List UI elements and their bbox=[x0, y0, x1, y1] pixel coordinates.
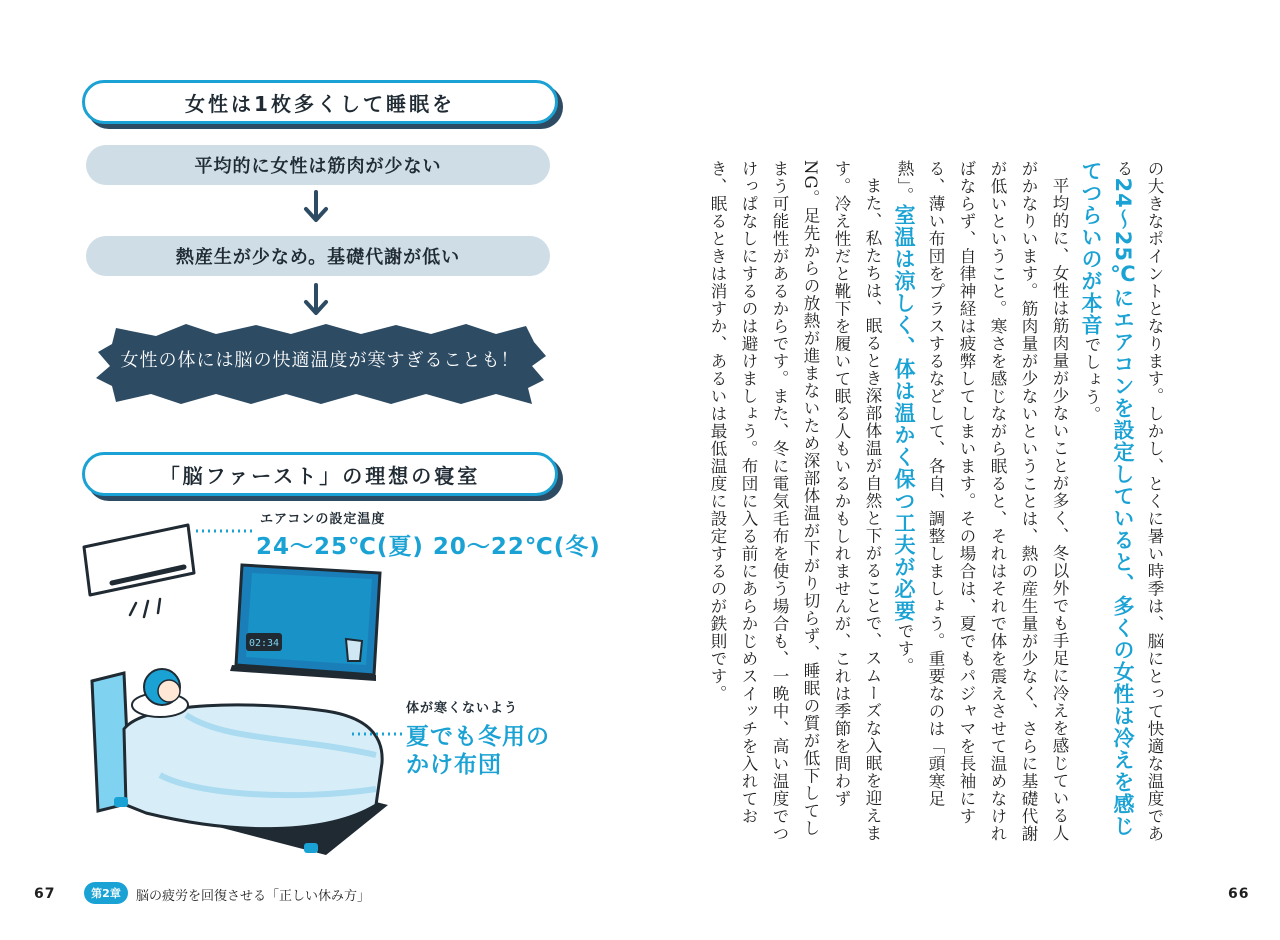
flow-step-metabolism: 熱産生が少なめ。基礎代謝が低い bbox=[86, 236, 550, 276]
blanket-text-line1: 夏でも冬用の bbox=[406, 724, 550, 750]
page-number-left: 67 bbox=[34, 886, 56, 902]
clock-digits: 02:34 bbox=[248, 638, 280, 649]
aircon-temperatures: 24〜25℃(夏) 20〜22℃(冬) bbox=[256, 534, 601, 560]
blanket-text-line2: かけ布団 bbox=[406, 752, 502, 778]
flow-step-muscle: 平均的に女性は筋肉が少ない bbox=[86, 145, 550, 185]
body-text bbox=[650, 160, 1170, 850]
clock-icon bbox=[246, 633, 282, 651]
blanket-label: 体が寒くないよう bbox=[406, 701, 519, 716]
highlight-text: 室温は涼しく、体は温かく保つ工夫が必要 bbox=[892, 204, 916, 623]
paragraph-1: の大きなポイントとなります。しかし、とくに暑い時季は、脳にとって快適な温度である24〜25℃にエアコンを設定していると、多くの女性は冷えを感じてつらいのが本音でしょう。 bbox=[1079, 160, 1164, 843]
burst-message: 女性の体には脳の快適温度が寒すぎることも！ bbox=[120, 350, 520, 371]
dotted-leader-line bbox=[196, 528, 256, 534]
down-arrow-icon bbox=[302, 190, 330, 224]
down-arrow-icon bbox=[302, 283, 330, 317]
paragraph-2: 平均的に、女性は筋肉量が少ないことが多く、冬以外でも手足に冷えを感じている人がかなりいます。筋肉量が少ないということは、熱の産生量が少なく、さらに基礎代謝が低いということ。寒さを感じながら眠ると、それはそれで体を震えさせて温めなければならず、自律神経は疲弊してしまいます。その場合は、夏でもパジャマを長袖にする、薄い布団をプラスするなどして、各自、調整しましょう。重要なのは「頭寒足熱」。室温は涼しく、体は温かく保つ工夫が必要です。 bbox=[892, 160, 1069, 843]
section-title-sleep: 女性は1枚多くして睡眠を bbox=[82, 80, 558, 124]
air-conditioner-icon bbox=[84, 525, 194, 617]
paragraph-3: また、私たちは、眠るとき深部体温が自然と下がることで、スムーズな入眠を迎えます。冷え性だと靴下を履いて眠る人もいるかもしれませんが、これは季節を問わずNG。足先からの放熱が進まないため深部体温が下がり切らず、睡眠の質が低下してしまう可能性があるからです。また、冬に電気毛布を使う場合も、一晩中、高い温度でつけっぱなしにするのは避けましょう。布団に入る前にあらかじめスイッチを入れておき、眠るときは消すか、あるいは最低温度に設定するのが鉄則です。 bbox=[708, 160, 882, 843]
aircon-label: エアコンの設定温度 bbox=[260, 512, 386, 527]
chapter-badge: 第2章 bbox=[84, 882, 128, 904]
right-page bbox=[640, 0, 1280, 940]
dotted-leader-line bbox=[352, 731, 404, 737]
running-title: 脳の疲労を回復させる「正しい休み方」 bbox=[136, 889, 371, 904]
page-number-right: 66 bbox=[1228, 886, 1250, 902]
section-title-bedroom: 「脳ファースト」の理想の寝室 bbox=[82, 452, 558, 496]
window-icon bbox=[230, 565, 380, 681]
highlight-text: 24〜25℃にエアコンを設定していると、多くの女性は冷えを感じてつらいのが本音 bbox=[1079, 160, 1135, 837]
